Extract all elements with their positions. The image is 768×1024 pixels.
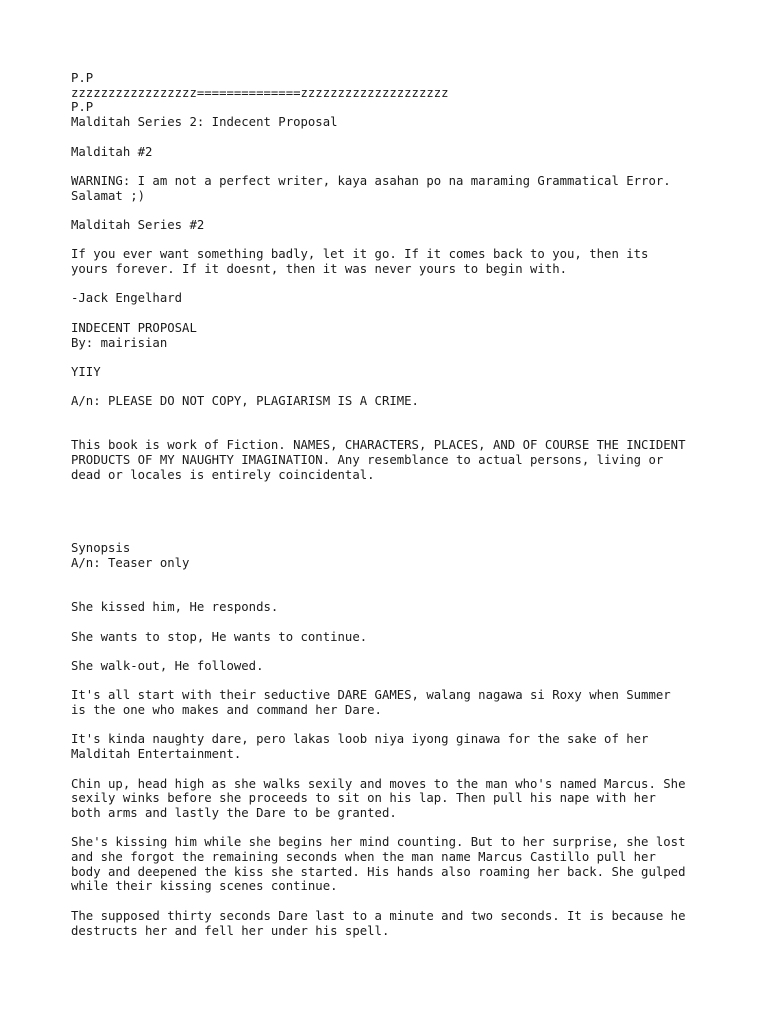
paragraph-6-line-2: sexily winks before she proceeds to sit on his lap. Then pull his nape with her — [71, 791, 656, 806]
quote-line-2: yours forever. If it doesnt, then it was never yours to begin with. — [71, 262, 568, 277]
document-page — [71, 71, 711, 938]
paragraph-6-line-1: Chin up, head high as she walks sexily and moves to the man who's named Marcus. She — [71, 776, 686, 791]
spacer — [71, 718, 711, 733]
paragraph-2: She wants to stop, He wants to continue. — [71, 629, 368, 644]
paragraph-6-line-3: both arms and lastly the Dare to be granted. — [71, 805, 397, 820]
spacer — [71, 894, 711, 909]
book-title: INDECENT PROPOSAL — [71, 320, 197, 335]
spacer — [71, 130, 711, 145]
spacer — [71, 350, 711, 365]
spacer — [71, 571, 711, 600]
spacer — [71, 615, 711, 630]
warning-line-1: WARNING: I am not a perfect writer, kaya asahan po na maraming Grammatical Error. — [71, 173, 671, 188]
spacer — [71, 277, 711, 292]
paragraph-3: She walk-out, He followed. — [71, 658, 264, 673]
series-label-2: Malditah Series #2 — [71, 217, 205, 232]
ornament: YIIY — [71, 364, 101, 379]
header-line-1: P.P — [71, 71, 94, 85]
quote-author: -Jack Engelhard — [71, 291, 183, 306]
series-label: Malditah #2 — [71, 144, 153, 159]
paragraph-5-line-1: It's kinda naughty dare, pero lakas loob niya iyong ginawa for the sake of her — [71, 732, 649, 747]
paragraph-8-line-1: The supposed thirty seconds Dare last to a minute and two seconds. It is because he — [71, 908, 686, 923]
spacer — [71, 380, 711, 395]
disclaimer-line-3: dead or locales is entirely coincidental. — [71, 467, 375, 482]
header-line-3: P.P — [71, 100, 94, 115]
synopsis-note: A/n: Teaser only — [71, 556, 190, 571]
spacer — [71, 821, 711, 836]
spacer — [71, 159, 711, 174]
paragraph-8-line-2: destructs her and fell her under his spell. — [71, 923, 390, 938]
paragraph-7-line-2: and she forgot the remaining seconds when the man name Marcus Castillo pull her — [71, 850, 656, 864]
spacer — [71, 306, 711, 321]
spacer — [71, 233, 711, 248]
header-separator: zzzzzzzzzzzzzzzzz==============zzzzzzzzzzzzzzzzzzzz — [71, 85, 449, 100]
book-author: By: mairisian — [71, 335, 168, 350]
spacer — [71, 644, 711, 659]
spacer — [71, 483, 711, 542]
paragraph-7-line-4: while their kissing scenes continue. — [71, 879, 338, 894]
quote-line-1: If you ever want something badly, let it go. If it comes back to you, then its — [71, 247, 649, 262]
paragraph-7-line-1: She's kissing him while she begins her mind counting. But to her surprise, she lost — [71, 835, 686, 850]
disclaimer-line-1: This book is work of Fiction. NAMES, CHARACTERS, PLACES, AND OF COURSE THE INCIDENT — [71, 438, 686, 453]
disclaimer-line-2: PRODUCTS OF MY NAUGHTY IMAGINATION. Any resemblance to actual persons, living or — [71, 453, 664, 468]
paragraph-1: She kissed him, He responds. — [71, 600, 279, 615]
spacer — [71, 409, 711, 438]
paragraph-5-line-2: Malditah Entertainment. — [71, 747, 242, 762]
synopsis-heading: Synopsis — [71, 541, 131, 556]
warning-line-2: Salamat ;) — [71, 188, 146, 203]
spacer — [71, 674, 711, 689]
spacer — [71, 762, 711, 777]
paragraph-4-line-1: It's all start with their seductive DARE GAMES, walang nagawa si Roxy when Summer — [71, 688, 671, 703]
spacer — [71, 203, 711, 218]
paragraph-7-line-3: body and deepened the kiss she started. His hands also roaming her back. She gulped — [71, 864, 686, 879]
author-note: A/n: PLEASE DO NOT COPY, PLAGIARISM IS A CRIME. — [71, 394, 419, 409]
document-title: Malditah Series 2: Indecent Proposal — [71, 115, 338, 130]
paragraph-4-line-2: is the one who makes and command her Dare. — [71, 703, 382, 718]
